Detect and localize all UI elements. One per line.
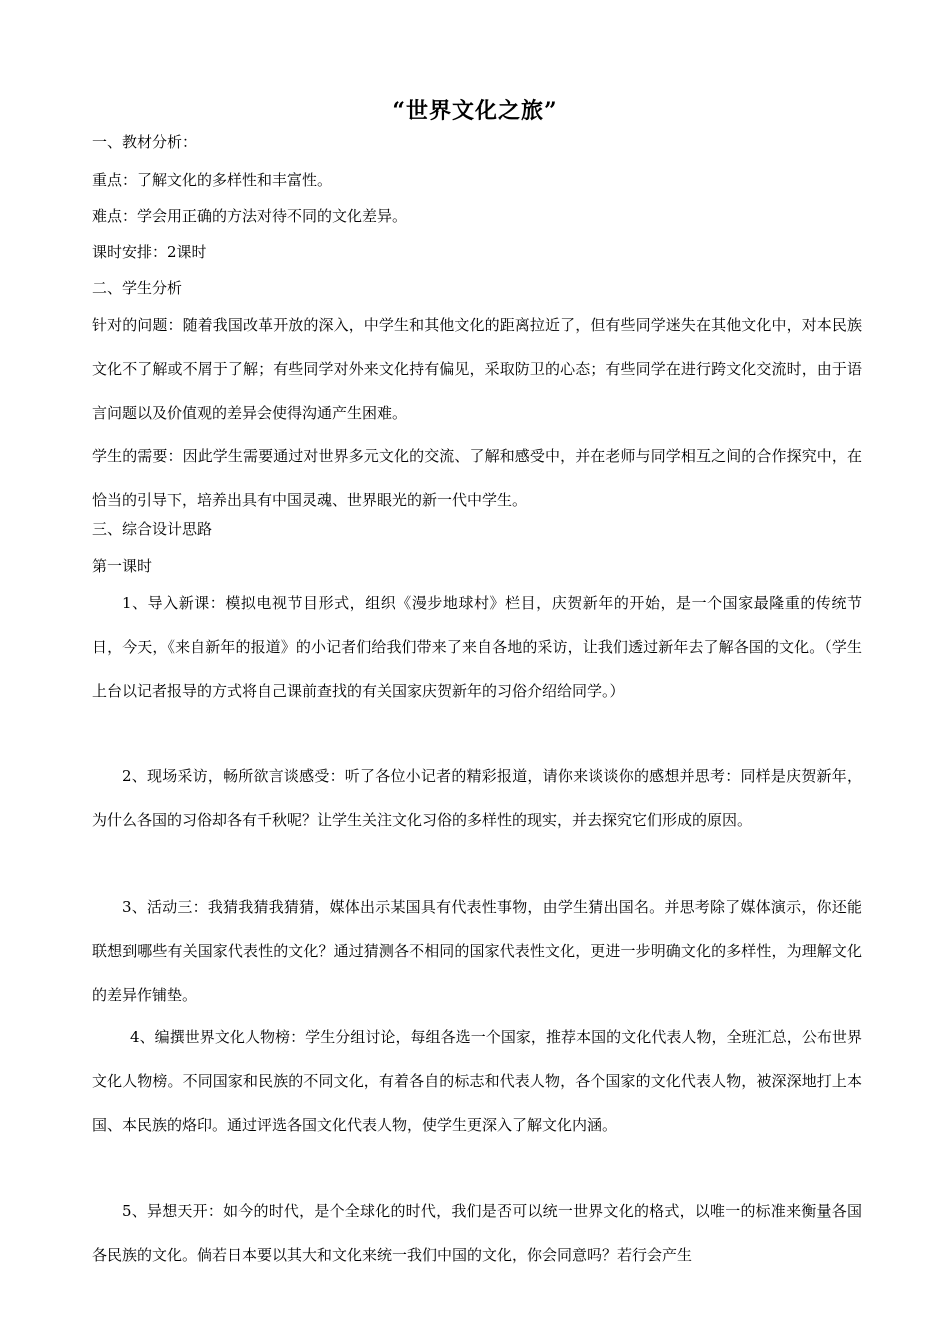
section-heading-textbook-analysis: 一、教材分析： — [92, 133, 198, 151]
needs-paragraph: 学生的需要：因此学生需要通过对世界多元文化的交流、了解和感受中，并在老师与同学相互之间的合作探究中，在恰当的引导下，培养出具有中国灵魂、世界眼光的新一代中学生。 — [92, 447, 862, 509]
schedule-text: 课时安排：2课时 — [92, 243, 207, 261]
step-2-paragraph: 2、现场采访，畅所欲言谈感受：听了各位小记者的精彩报道，请你来谈谈你的感想并思考：同样是庆贺新年，为什么各国的习俗却各有千秋呢？让学生关注文化习俗的多样性的现实，并去探究它们形成的原因。 — [92, 767, 862, 829]
step-4-paragraph: 4、编撰世界文化人物榜：学生分组讨论，每组各选一个国家，推荐本国的文化代表人物，全班汇总，公布世界文化人物榜。不同国家和民族的不同文化，有着各自的标志和代表人物，各个国家的文化代表人物，被深深地打上本国、本民族的烙印。通过评选各国文化代表人物，使学生更深入了解文化内涵。 — [92, 1028, 862, 1134]
problem-paragraph: 针对的问题：随着我国改革开放的深入，中学生和其他文化的距离拉近了，但有些同学迷失在其他文化中，对本民族文化不了解或不屑于了解；有些同学对外来文化持有偏见，采取防卫的心态；有些同学在进行跨文化交流时，由于语言问题以及价值观的差异会使得沟通产生困难。 — [92, 316, 862, 422]
step-1-paragraph: 1、导入新课：模拟电视节目形式，组织《漫步地球村》栏目，庆贺新年的开始，是一个国家最隆重的传统节日，今天，《来自新年的报道》的小记者们给我们带来了来自各地的采访，让我们透过新年去了解各国的文化。（学生上台以记者报导的方式将自己课前查找的有关国家庆贺新年的习俗介绍给同学。） — [92, 594, 862, 700]
key-point-text: 重点：了解文化的多样性和丰富性。 — [92, 171, 333, 189]
lesson-one-heading: 第一课时 — [92, 557, 153, 575]
document-title: “世界文化之旅” — [392, 98, 558, 124]
section-heading-student-analysis: 二、学生分析 — [92, 279, 183, 297]
step-5-paragraph: 5、异想天开：如今的时代，是个全球化的时代，我们是否可以统一世界文化的格式，以唯一的标准来衡量各国各民族的文化。倘若日本要以其大和文化来统一我们中国的文化，你会同意吗？若行会产生 — [92, 1202, 862, 1264]
step-3-paragraph: 3、活动三：我猜我猜我猜猜，媒体出示某国具有代表性事物，由学生猜出国名。并思考除了媒体演示，你还能联想到哪些有关国家代表性的文化？通过猜测各不相同的国家代表性文化，更进一步明确文化的多样性，为理解文化的差异作铺垫。 — [92, 898, 862, 1004]
difficult-point-text: 难点：学会用正确的方法对待不同的文化差异。 — [92, 207, 408, 225]
section-heading-design: 三、综合设计思路 — [92, 520, 213, 538]
